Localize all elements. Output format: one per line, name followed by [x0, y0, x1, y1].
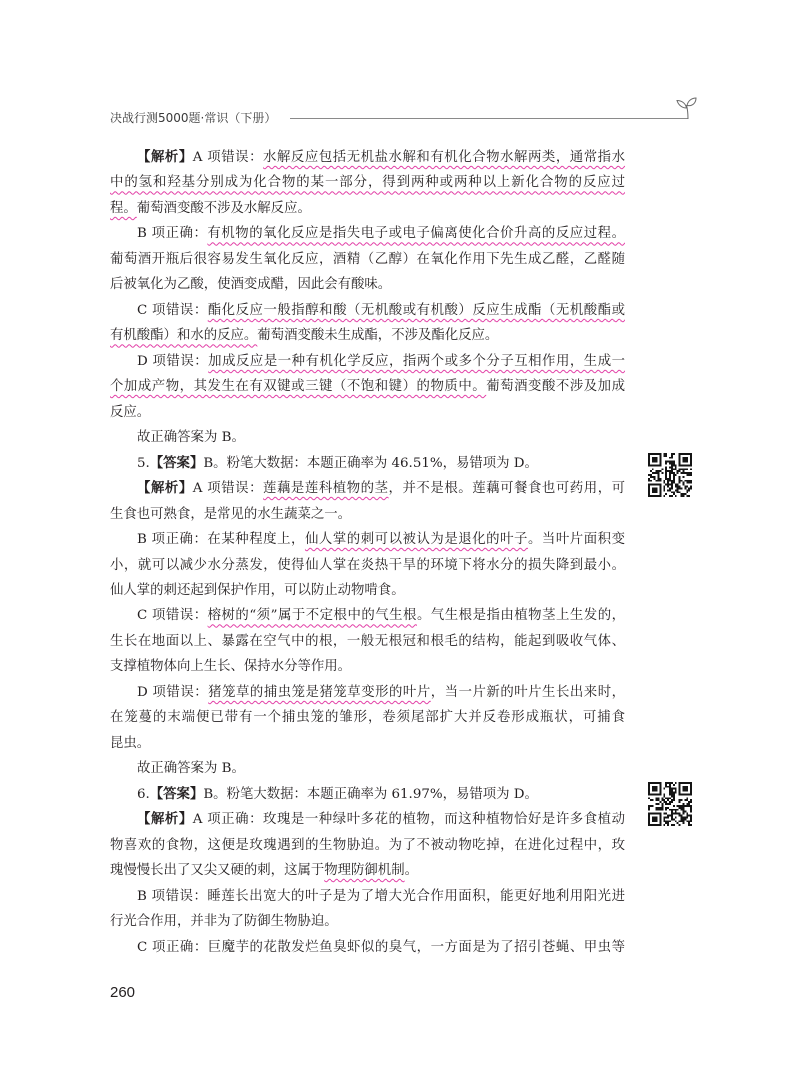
- text-line: [110, 221, 625, 246]
- paragraph: [110, 476, 625, 527]
- text-span: A 项错误：: [192, 481, 264, 497]
- text-span: A 项错误：: [192, 150, 264, 165]
- text-span: 葡萄酒变酸不涉及水解反应。: [136, 200, 311, 216]
- text-span: 。气生根是指由植物茎上生发的，: [416, 608, 625, 624]
- text-line: [110, 196, 625, 221]
- paragraph: [110, 527, 625, 603]
- highlighted-text: 加成反应是一种有机化学反应，指两个或多个分子互相作用，生成一: [208, 353, 626, 369]
- highlighted-text: 酯化反应一般指醇和酸（无机酸或有机酸）反应生成酯（无机酸酯或: [207, 302, 625, 318]
- highlighted-text: 榕树的“须”属于不定根中的气生根: [207, 608, 417, 624]
- paragraph: [110, 349, 625, 425]
- text-span: C 项错误：: [137, 302, 208, 318]
- text-line: [110, 935, 625, 960]
- text-span: 后被氧化为乙酸，使酒变成醋，因此会有酸味。: [110, 277, 392, 293]
- text-span: 在笼蔓的末端便已带有一个捕虫笼的雏形，卷须尾部扩大并反卷形成瓶状，可捕食: [110, 710, 625, 726]
- text-line: [110, 858, 625, 883]
- running-header-title: 决战行测5000题·常识（下册）: [110, 111, 277, 125]
- text-line: [110, 400, 625, 425]
- highlighted-text: 猪笼草的捕虫笼是猪笼草变形的叶片: [208, 684, 431, 700]
- text-line: [110, 247, 625, 272]
- text-span: B。粉笔大数据：本题正确率为 61.97%，易错项为 D。: [203, 786, 538, 802]
- text-line: [110, 578, 625, 603]
- text-line: [110, 553, 625, 578]
- text-line: [110, 374, 625, 399]
- text-span: D 项错误：: [137, 353, 209, 369]
- text-line: [110, 323, 625, 348]
- paragraph: [110, 756, 625, 781]
- highlighted-text: 中的氢和羟基分别成为化合物的某一部分，得到两种或两种以上新化合物的反应过: [110, 175, 625, 191]
- paragraph: [110, 782, 625, 807]
- text-span: ，并不是根。莲藕可餐食也可药用，可: [388, 481, 626, 497]
- text-span: C 项正确：巨魔芋的花散发烂鱼臭虾似的臭气，一方面是为了招引苍蝇、甲虫等: [137, 939, 625, 955]
- section-label: 【解析】: [137, 480, 193, 497]
- text-line: [110, 756, 625, 781]
- text-line: [110, 680, 625, 705]
- text-line: [110, 629, 625, 654]
- text-span: D 项错误：: [137, 684, 209, 700]
- text-span: 葡萄酒变酸未生成酯，不涉及酯化反应。: [257, 328, 499, 344]
- text-span: 生食也可熟食，是常见的水生蔬菜之一。: [110, 506, 352, 522]
- paragraph: [110, 145, 625, 221]
- text-span: B 项错误：睡莲长出宽大的叶子是为了增大光合作用面积，能更好地利用阳光进: [137, 888, 625, 904]
- paragraph: [110, 884, 625, 935]
- paragraph: [110, 221, 625, 297]
- sprout-icon: [674, 95, 698, 119]
- text-line: [110, 807, 625, 832]
- paragraph: [110, 935, 625, 960]
- paragraph: [110, 298, 625, 349]
- section-label: 【答案】: [149, 454, 204, 471]
- answer-explanation-body: [110, 145, 625, 960]
- text-line: [110, 349, 625, 374]
- text-line: [110, 476, 625, 501]
- section-label: 【解析】: [137, 811, 193, 828]
- text-line: [110, 909, 625, 934]
- text-span: 。当叶片面积变: [527, 532, 626, 548]
- text-span: 小，就可以减少水分蒸发，使得仙人掌在炎热干旱的环境下将水分的损失降到最小。: [110, 557, 625, 573]
- text-line: [110, 705, 625, 730]
- highlighted-text: 莲藕是莲科植物的茎: [263, 481, 389, 497]
- text-line: [110, 502, 625, 527]
- text-span: A 项正确：玫瑰是一种绿叶多花的植物，而这种植物恰好是许多食植动: [192, 812, 625, 828]
- paragraph: [110, 603, 625, 679]
- text-line: [110, 451, 625, 476]
- section-label: 【解析】: [137, 149, 193, 165]
- text-span: 反应。: [110, 404, 151, 420]
- text-line: [110, 272, 625, 297]
- text-span: B。粉笔大数据：本题正确率为 46.51%，易错项为 D。: [203, 455, 538, 471]
- text-span: 仙人掌的刺还起到保护作用，可以防止动物啃食。: [110, 582, 405, 598]
- page-number: 260: [110, 984, 136, 1001]
- text-span: C 项错误：: [137, 608, 208, 624]
- text-span: B 项正确：: [137, 226, 208, 242]
- text-span: 故正确答案为 B。: [137, 430, 245, 446]
- text-span: 支撑植物体向上生长、保持水分等作用。: [110, 659, 352, 675]
- text-span: 瑰慢慢长出了又尖又硬的刺，这属于: [110, 863, 325, 879]
- text-span: 6.: [137, 786, 150, 802]
- text-line: [110, 527, 625, 552]
- highlighted-text: 个加成产物，其发生在有双键或三键（不饱和键）的物质中。: [110, 379, 487, 395]
- highlighted-text: 水解反应包括无机盐水解和有机化合物水解两类，通常指水: [263, 150, 626, 165]
- text-line: [110, 884, 625, 909]
- qr-code: [648, 782, 692, 826]
- text-span: 昆虫。: [110, 735, 151, 751]
- text-line: [110, 782, 625, 807]
- text-span: 故正确答案为 B。: [137, 761, 245, 777]
- text-span: ，当一片新的叶片生长出来时，: [430, 684, 626, 700]
- text-span: 。: [404, 863, 418, 879]
- text-line: [110, 833, 625, 858]
- text-span: 葡萄酒开瓶后很容易发生氧化反应，酒精（乙醇）在氧化作用下先生成乙醛，乙醛随: [110, 251, 625, 267]
- text-span: 物喜欢的食物，这便是玫瑰遇到的生物胁迫。为了不被动物吃掉，在进化过程中，玫: [110, 837, 625, 853]
- paragraph: [110, 807, 625, 883]
- text-line: [110, 654, 625, 679]
- highlighted-text: 程。: [110, 200, 137, 216]
- text-span: 葡萄酒变酸不涉及加成: [486, 379, 626, 395]
- paragraph: [110, 680, 625, 756]
- header-rule: [290, 118, 688, 119]
- paragraph: [110, 451, 625, 476]
- text-span: 生长在地面以上、暴露在空气中的根，一般无根冠和根毛的结构，能起到吸收气体、: [110, 633, 625, 649]
- text-line: [110, 425, 625, 450]
- highlighted-text: 物理防御机制: [324, 863, 405, 879]
- text-line: [110, 145, 625, 170]
- text-span: B 项正确：在某种程度上，: [137, 532, 305, 548]
- highlighted-text: 有机酸酯）和水的反应。: [110, 328, 258, 344]
- text-line: [110, 603, 625, 628]
- highlighted-text: 仙人掌的刺可以被认为是退化的叶子: [304, 532, 528, 548]
- text-line: [110, 170, 625, 195]
- text-line: [110, 298, 625, 323]
- text-span: 行光合作用，并非为了防御生物胁迫。: [110, 914, 338, 930]
- text-span: 5.: [137, 455, 150, 471]
- qr-code: [648, 453, 692, 497]
- highlighted-text: 有机物的氧化反应是指失电子或电子偏离使化合价升高的反应过程。: [207, 226, 625, 242]
- text-line: [110, 731, 625, 756]
- paragraph: [110, 425, 625, 450]
- section-label: 【答案】: [149, 785, 204, 802]
